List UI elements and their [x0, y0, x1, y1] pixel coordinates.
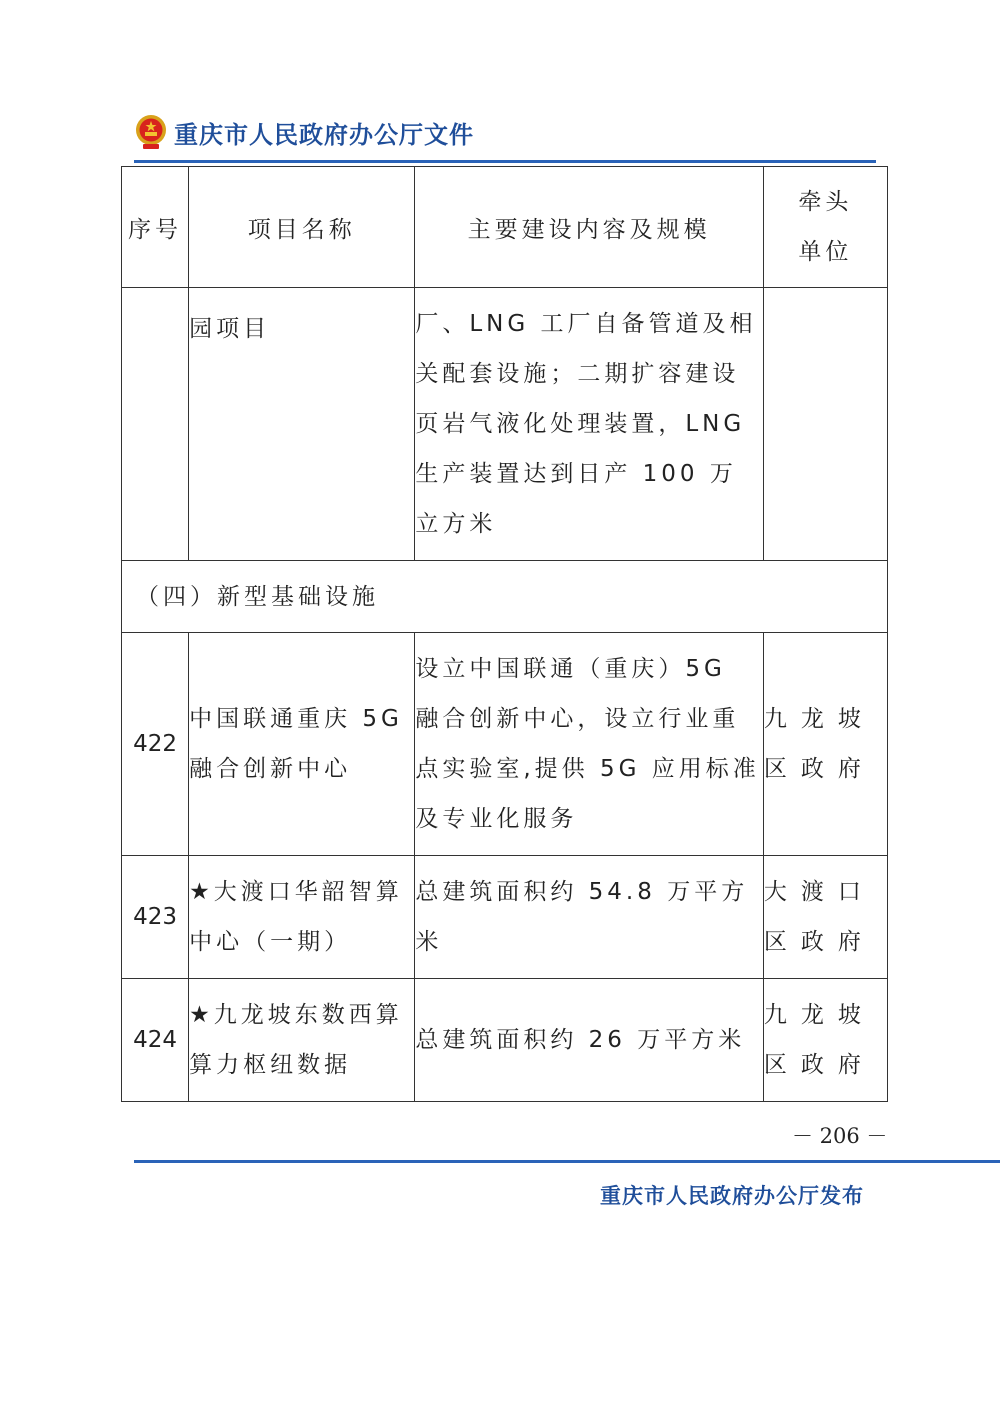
row-name: 中国联通重庆 5G 融合创新中心	[189, 633, 415, 856]
row-seq: 423	[122, 856, 189, 979]
row-content: 总建筑面积约 26 万平方米	[415, 979, 763, 1102]
column-header-name: 项目名称	[189, 167, 415, 288]
section-heading: （四）新型基础设施	[122, 561, 888, 633]
row-content: 总建筑面积约 54.8 万平方米	[415, 856, 763, 979]
table-row	[122, 288, 888, 561]
row-name: ★九龙坡东数西算算力枢纽数据	[189, 979, 415, 1102]
table-row	[122, 633, 888, 856]
column-header-content: 主要建设内容及规模	[415, 167, 763, 288]
header-rule	[134, 160, 876, 163]
row-seq: 424	[122, 979, 189, 1102]
table-header-row	[122, 167, 888, 288]
row-unit: 九龙坡区政府	[763, 979, 887, 1102]
row-unit: 大渡口区政府	[763, 856, 887, 979]
row-name: 园项目	[189, 288, 415, 561]
publisher-footer: 重庆市人民政府办公厅发布	[600, 1183, 864, 1208]
row-unit: 九龙坡区政府	[763, 633, 887, 856]
row-content: 设立中国联通（重庆）5G 融合创新中心，设立行业重点实验室,提供 5G 应用标准及专业化服务	[415, 633, 763, 856]
document-header	[134, 112, 474, 152]
column-header-seq: 序号	[122, 167, 189, 288]
table-row	[122, 856, 888, 979]
national-emblem-icon	[134, 112, 168, 152]
row-content: 厂、LNG 工厂自备管道及相关配套设施；二期扩容建设页岩气液化处理装置，LNG 生产装置达到日产 100 万立方米	[415, 288, 763, 561]
page-number: － 206 －	[792, 1124, 888, 1148]
section-row	[122, 561, 888, 633]
header-title: 重庆市人民政府办公厅文件	[174, 119, 474, 149]
row-name: ★大渡口华韶智算中心（一期）	[189, 856, 415, 979]
project-table	[121, 166, 888, 1102]
row-unit	[763, 288, 887, 561]
row-seq	[122, 288, 189, 561]
footer-rule	[134, 1160, 1000, 1163]
table-row	[122, 979, 888, 1102]
column-header-unit: 牵头单位	[763, 167, 887, 288]
row-seq: 422	[122, 633, 189, 856]
